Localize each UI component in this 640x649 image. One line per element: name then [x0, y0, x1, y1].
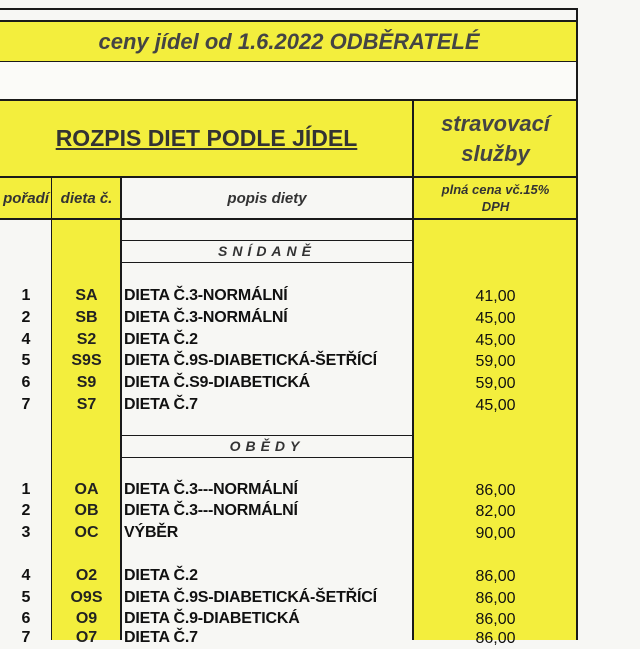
row-poradi: 2 [21, 502, 31, 519]
row-price: 45,00 [475, 397, 516, 414]
row-description: DIETA Č.3-NORMÁLNÍ [124, 287, 288, 304]
table-row [0, 627, 578, 649]
section-title-obedy: OBĚDY [229, 438, 305, 454]
row-description: DIETA Č.9-DIABETICKÁ [124, 610, 300, 627]
row-poradi: 4 [21, 331, 31, 348]
row-dieta-code: OC [74, 524, 99, 541]
row-dieta-code: SB [75, 309, 98, 326]
row-description: DIETA Č.S9-DIABETICKÁ [124, 374, 311, 391]
row-dieta-code: SA [75, 287, 98, 304]
row-dieta-code: S7 [76, 396, 97, 413]
row-price: 90,00 [475, 525, 516, 542]
row-poradi: 1 [21, 287, 31, 304]
row-price: 41,00 [475, 288, 516, 305]
row-description: DIETA Č.2 [124, 331, 198, 348]
row-description: VÝBĚR [124, 524, 179, 541]
cena-line1: plná cena vč.15% [441, 182, 550, 197]
table-row [0, 329, 578, 351]
row-dieta-code: O2 [75, 567, 98, 584]
row-price: 45,00 [475, 332, 516, 349]
row-price: 82,00 [475, 503, 516, 520]
cena-line2: DPH [481, 199, 510, 214]
row-dieta-code: O9S [70, 589, 103, 606]
row-description: DIETA Č.9S-DIABETICKÁ-ŠETŘÍCÍ [124, 352, 377, 369]
col-header-dieta: dieta č. [60, 189, 113, 207]
col-header-cena [413, 177, 578, 219]
stravovaci-sluzby-heading [413, 100, 578, 177]
strav-line1: stravovací [441, 110, 550, 136]
row-price: 59,00 [475, 375, 516, 392]
row-price: 86,00 [475, 482, 516, 499]
table-row [0, 565, 578, 587]
row-description: DIETA Č.7 [124, 629, 198, 646]
row-poradi: 6 [21, 374, 31, 391]
row-price: 59,00 [475, 353, 516, 370]
row-poradi: 7 [21, 629, 31, 646]
rule [121, 457, 413, 458]
row-dieta-code: OA [74, 481, 99, 498]
section-title-snidane: SNÍDANĚ [217, 243, 316, 259]
table-row [0, 500, 578, 522]
row-poradi: 5 [21, 589, 31, 606]
row-poradi: 1 [21, 481, 31, 498]
rozpis-heading: ROZPIS DIET PODLE JÍDEL [55, 125, 358, 151]
row-dieta-code: OB [74, 502, 99, 519]
table-row [0, 285, 578, 307]
row-description: DIETA Č.3-NORMÁLNÍ [124, 309, 288, 326]
row-price: 86,00 [475, 611, 516, 628]
row-poradi: 3 [21, 524, 31, 541]
row-price: 86,00 [475, 590, 516, 607]
rule [121, 262, 413, 263]
row-poradi: 4 [21, 567, 31, 584]
col-header-popis: popis diety [227, 189, 307, 207]
table-row [0, 307, 578, 329]
row-price: 86,00 [475, 568, 516, 585]
strav-line2: služby [461, 140, 530, 166]
row-dieta-code: S9 [76, 374, 97, 391]
row-description: DIETA Č.9S-DIABETICKÁ-ŠETŘÍCÍ [124, 589, 377, 606]
table-row [0, 394, 578, 416]
row-poradi: 6 [21, 610, 31, 627]
table-row [0, 350, 578, 372]
table-row [0, 522, 578, 544]
row-price: 45,00 [475, 310, 516, 327]
page-title: ceny jídel od 1.6.2022 ODBĚRATELÉ [98, 29, 480, 54]
row-poradi: 7 [21, 396, 31, 413]
row-price: 86,00 [475, 630, 516, 647]
spacer-band [0, 62, 578, 100]
row-dieta-code: S9S [71, 352, 102, 369]
table-row [0, 587, 578, 609]
row-dieta-code: O9 [75, 610, 98, 627]
row-dieta-code: S2 [76, 331, 97, 348]
row-description: DIETA Č.3---NORMÁLNÍ [124, 481, 298, 498]
col-header-poradi: pořadí [3, 189, 49, 207]
row-poradi: 5 [21, 352, 31, 369]
rule [0, 8, 578, 10]
row-description: DIETA Č.2 [124, 567, 198, 584]
table-row [0, 479, 578, 501]
row-poradi: 2 [21, 309, 31, 326]
table-row [0, 372, 578, 394]
row-description: DIETA Č.3---NORMÁLNÍ [124, 502, 298, 519]
row-description: DIETA Č.7 [124, 396, 198, 413]
row-dieta-code: O7 [75, 629, 98, 646]
